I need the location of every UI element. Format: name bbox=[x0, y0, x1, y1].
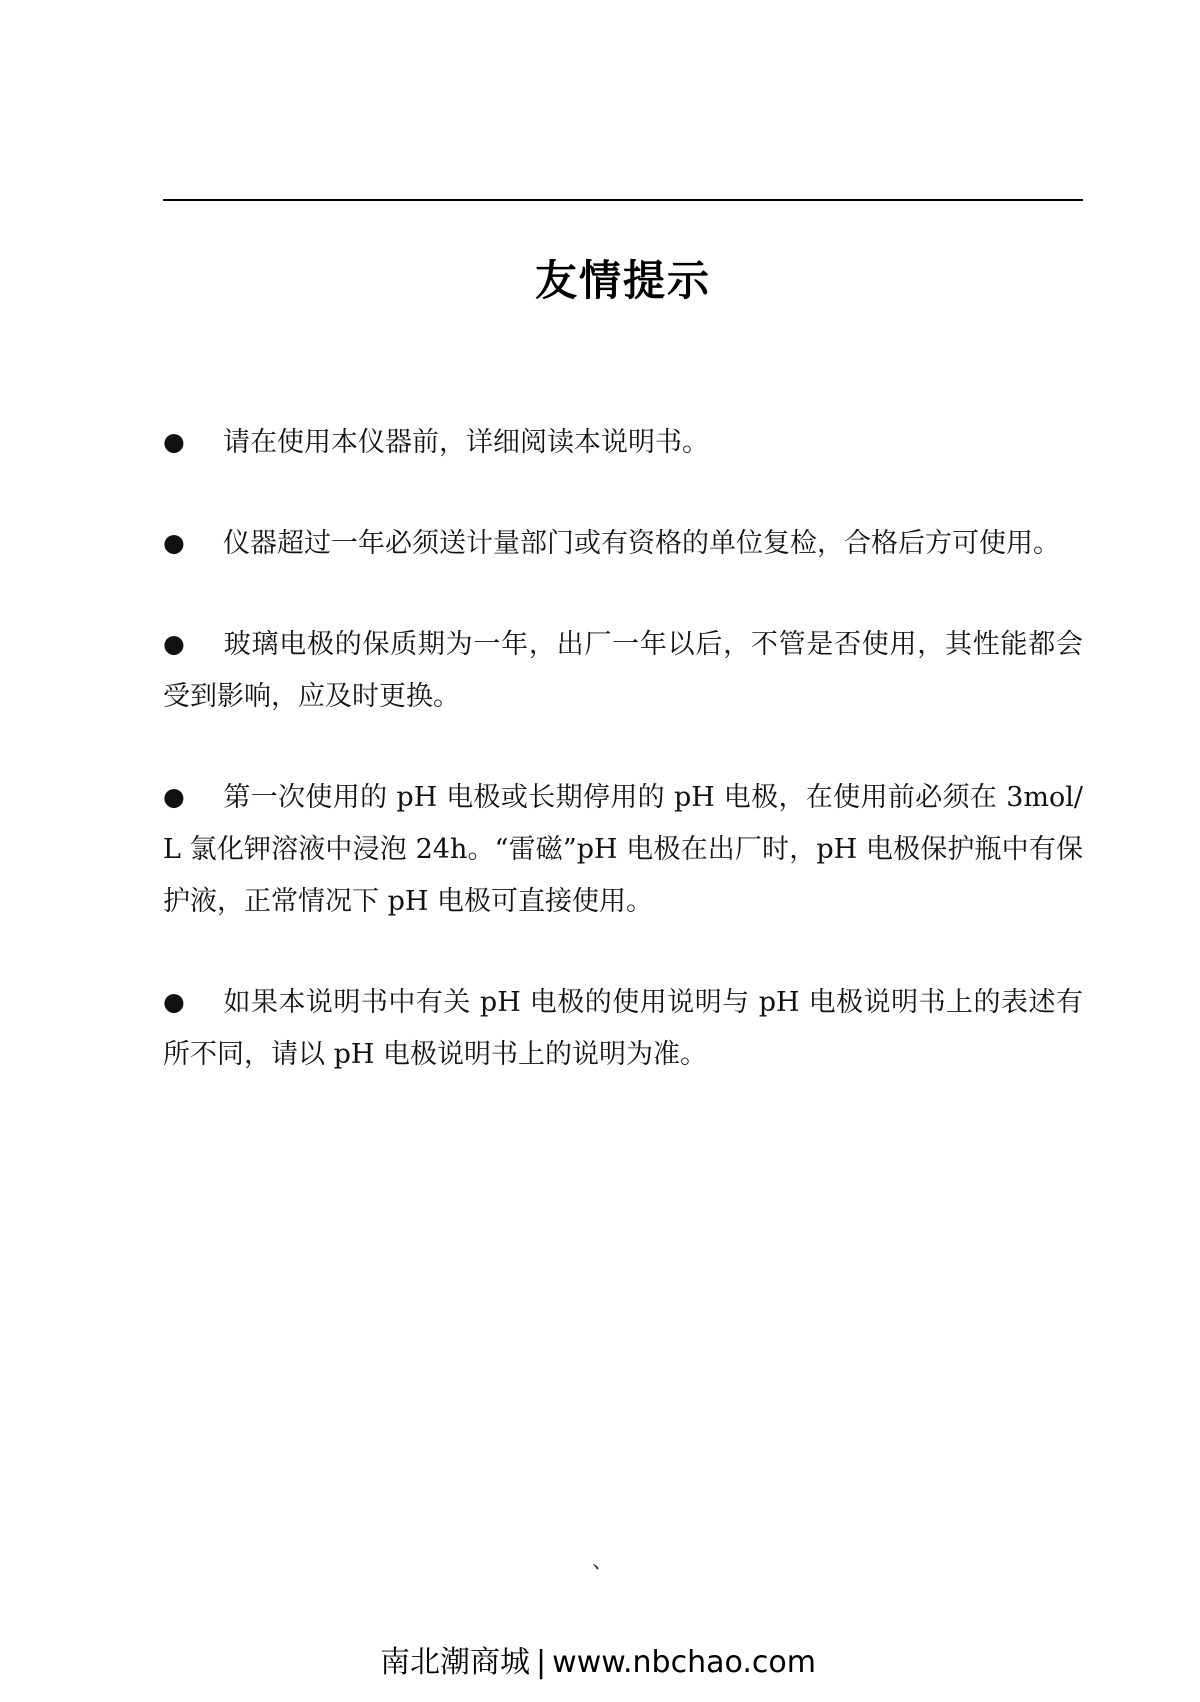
tip-item bbox=[163, 416, 1083, 469]
bullet-icon: ● bbox=[163, 528, 185, 557]
header-rule bbox=[163, 199, 1083, 201]
bullet-icon: ● bbox=[163, 629, 185, 658]
footer-watermark bbox=[0, 1637, 1196, 1681]
tip-text: 玻璃电极的保质期为一年，出厂一年以后，不管是否使用，其性能都会受到影响，应及时更换。 bbox=[163, 629, 1083, 712]
bullet-icon: ● bbox=[163, 987, 185, 1016]
tip-item bbox=[163, 771, 1083, 928]
page-title: 友情提示 bbox=[534, 256, 711, 305]
bullet-icon: ● bbox=[163, 427, 185, 456]
stray-mark: 、 bbox=[592, 1549, 615, 1574]
tip-text: 第一次使用的 pH 电极或长期停用的 pH 电极，在使用前必须在 3mol/L 氯化钾溶液中浸泡 24h。“雷磁”pH 电极在出厂时，pH 电极保护瓶中有保护液，正常情况下 pH 电极可直接使用。 bbox=[163, 782, 1083, 917]
footer-url[interactable]: www.nbchao.com bbox=[552, 1645, 816, 1680]
footer-site-name: 南北潮商城 bbox=[380, 1645, 531, 1680]
tip-text: 请在使用本仪器前，详细阅读本说明书。 bbox=[223, 427, 709, 458]
tip-item bbox=[163, 976, 1083, 1081]
tip-item bbox=[163, 517, 1083, 570]
footer-separator: | bbox=[536, 1645, 547, 1680]
bullet-icon: ● bbox=[163, 782, 185, 811]
tips-list bbox=[163, 416, 1083, 1129]
tip-item bbox=[163, 618, 1083, 723]
tip-text: 仪器超过一年必须送计量部门或有资格的单位复检，合格后方可使用。 bbox=[223, 528, 1060, 559]
tip-text: 如果本说明书中有关 pH 电极的使用说明与 pH 电极说明书上的表述有所不同，请以 pH 电极说明书上的说明为准。 bbox=[163, 987, 1083, 1070]
